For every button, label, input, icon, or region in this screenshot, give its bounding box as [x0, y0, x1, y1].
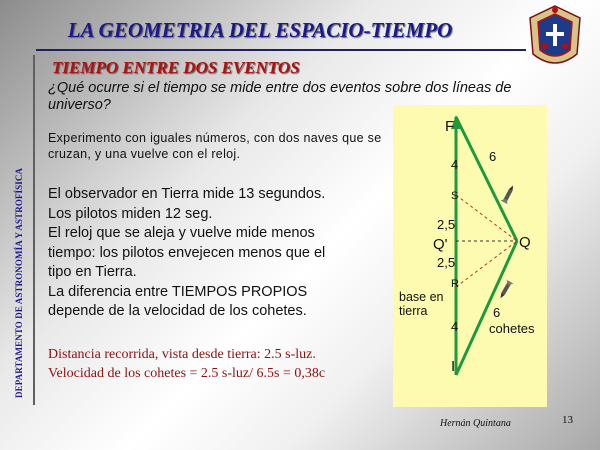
title-underline: [36, 49, 526, 51]
footnote: [48, 345, 408, 383]
main-line: La diferencia entre TIEMPOS PROPIOS: [48, 283, 308, 300]
left-divider: [33, 55, 35, 405]
label-base-line1: base en: [399, 290, 444, 304]
label-Q-prime: Q': [433, 236, 448, 253]
label-two-five-top: 2,5: [437, 217, 456, 232]
university-crest-icon: [525, 4, 585, 74]
label-F: F: [445, 118, 455, 135]
main-paragraph: [48, 185, 393, 322]
label-R: R: [451, 278, 459, 290]
footnote-line: Distancia recorrida, vista desde tierra: 2.5 s-luz.: [48, 347, 316, 362]
label-six-top: 6: [489, 149, 497, 164]
author: Hernán Quintana: [440, 418, 511, 429]
main-line: Los pilotos miden 12 seg.: [48, 205, 213, 222]
department-label: DEPARTAMENTO DE ASTRONOMÍA Y ASTROFÍSICA: [14, 167, 24, 398]
question-text: ¿Qué ocurre si el tiempo se mide entre dos eventos sobre dos líneas de universo?: [48, 80, 512, 113]
label-four-bottom: 4: [451, 319, 459, 334]
slide-title: LA GEOMETRIA DEL ESPACIO-TIEMPO: [67, 18, 453, 42]
label-cohetes: cohetes: [489, 321, 535, 336]
label-two-five-bottom: 2,5: [437, 255, 456, 270]
main-line: El observador en Tierra mide 13 segundos.: [48, 186, 326, 202]
main-line: depende de la velocidad de los cohetes.: [48, 303, 307, 319]
label-base-line2: tierra: [399, 304, 428, 318]
label-Q: Q: [519, 234, 531, 251]
main-line: tiempo: los pilotos envejecen menos que el: [48, 244, 326, 261]
dashed-light-upper: [456, 195, 517, 241]
rocket-icon: [501, 184, 517, 205]
label-S: S: [451, 190, 459, 202]
rocket-outbound-worldline: [456, 241, 517, 375]
label-six-bottom: 6: [493, 305, 501, 320]
footnote-line: Velocidad de los cohetes = 2.5 s-luz/ 6.5s = 0,38c: [48, 366, 326, 381]
main-line: tipo en Tierra.: [48, 264, 137, 280]
experiment-text: Experimento con iguales números, con dos naves que se cruzan, y una vuelve con el reloj.: [48, 131, 382, 161]
slide-subtitle: TIEMPO ENTRE DOS EVENTOS: [52, 58, 300, 77]
page-number: 13: [562, 414, 573, 426]
spacetime-diagram: [393, 105, 547, 407]
rocket-return-worldline: [456, 117, 517, 241]
label-I: I: [451, 358, 456, 375]
label-four-top: 4: [451, 157, 459, 172]
main-line: El reloj que se aleja y vuelve mide menos: [48, 225, 315, 241]
